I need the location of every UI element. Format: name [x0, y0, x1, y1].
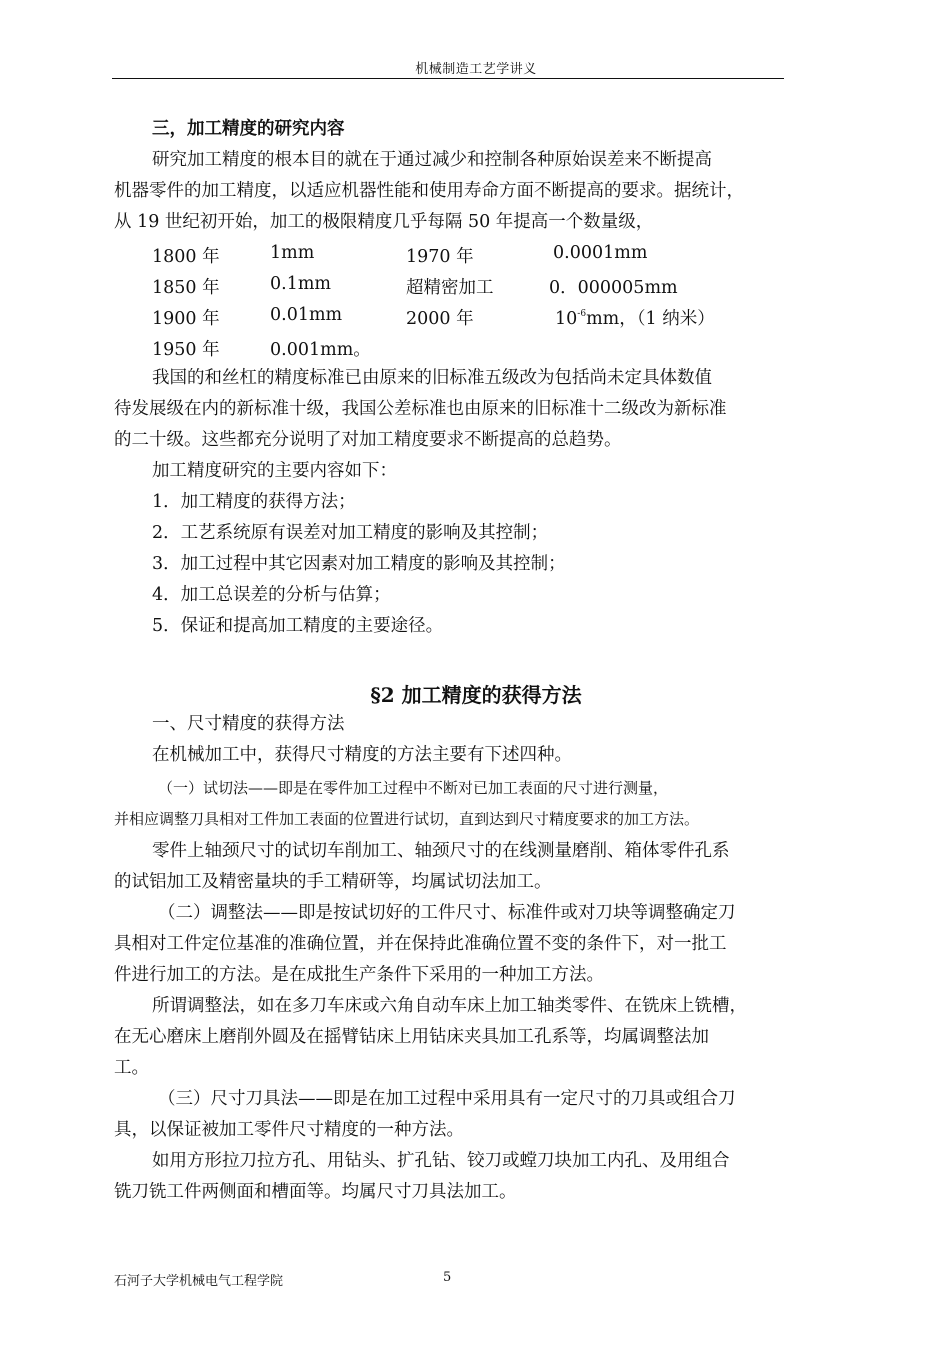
method-line: （三）尺寸刀具法——即是在加工过程中采用具有一定尺寸的刀具或组合刀	[158, 1089, 736, 1109]
paragraph-line: 机器零件的加工精度，以适应机器性能和使用寿命方面不断提高的要求。据统计，	[114, 181, 744, 201]
table-cell-value: 0.0001mm	[553, 243, 648, 263]
table-cell-value: 0.01mm	[270, 305, 343, 325]
method-line: 并相应调整刀具相对工件加工表面的位置进行试切，直到达到尺寸精度要求的加工方法。	[114, 810, 700, 828]
method-line: （二）调整法——即是按试切好的工件尺寸、标准件或对刀块等调整确定刀	[158, 903, 736, 923]
paragraph-line: 所谓调整法，如在多刀车床或六角自动车床上加工轴类零件、在铣床上铣槽，	[152, 996, 747, 1016]
table-cell-year: 1850 年	[152, 278, 220, 298]
table-cell-year: 1800 年	[152, 247, 220, 267]
paragraph-line: 铣刀铣工件两侧面和槽面等。均属尺寸刀具法加工。	[114, 1182, 517, 1202]
paragraph-line: 在机械加工中，获得尺寸精度的方法主要有下述四种。	[152, 745, 572, 765]
header-divider	[112, 78, 784, 79]
section-heading: 三，加工精度的研究内容	[152, 119, 345, 139]
paragraph-line: 如用方形拉刀拉方孔、用钻头、扩孔钻、铰刀或螳刀块加工内孔、及用组合	[152, 1151, 730, 1171]
table-cell-year: 超精密加工	[406, 278, 494, 298]
paragraph-line: 研究加工精度的根本目的就在于通过减少和控制各种原始误差来不断提高	[152, 150, 712, 170]
method-line: 件进行加工的方法。是在成批生产条件下采用的一种加工方法。	[114, 965, 604, 985]
list-item: 5．保证和提高加工精度的主要途径。	[152, 616, 444, 636]
paragraph-line: 工。	[114, 1058, 149, 1078]
paragraph-line: 在无心磨床上磨削外圆及在摇臂钻床上用钻床夹具加工孔系等，均属调整法加	[114, 1027, 709, 1047]
table-cell-year: 1950 年	[152, 340, 220, 360]
paragraph-line: 我国的和丝杠的精度标准已由原来的旧标准五级改为包括尚未定具体数值	[152, 368, 712, 388]
paragraph-line: 待发展级在内的新标准十级，我国公差标准也由原来的旧标准十二级改为新标准	[114, 399, 727, 419]
chapter-title: §2 加工精度的获得方法	[370, 683, 582, 707]
value-base: 10	[555, 309, 578, 329]
value-unit: mm，（1 纳米）	[586, 309, 715, 329]
paragraph-line: 的二十级。这些都充分说明了对加工精度要求不断提高的总趋势。	[114, 430, 622, 450]
list-item: 3．加工过程中其它因素对加工精度的影响及其控制；	[152, 554, 566, 574]
list-item: 2．工艺系统原有误差对加工精度的影响及其控制；	[152, 523, 549, 543]
table-cell-value	[555, 305, 715, 330]
value-exponent: -6	[577, 309, 587, 319]
paragraph-line: 零件上轴颈尺寸的试切车削加工、轴颈尺寸的在线测量磨削、箱体零件孔系	[152, 841, 730, 861]
method-line: 具，以保证被加工零件尺寸精度的一种方法。	[114, 1120, 464, 1140]
table-cell-value: 0．000005mm	[549, 278, 678, 298]
footer-institution: 石河子大学机械电气工程学院	[114, 1274, 284, 1289]
table-cell-year: 1970 年	[406, 247, 474, 267]
list-item: 1．加工精度的获得方法；	[152, 492, 356, 512]
table-cell-value: 0.001mm。	[270, 340, 371, 360]
table-cell-year: 1900 年	[152, 309, 220, 329]
paragraph-line: 从 19 世纪初开始，加工的极限精度几乎每隔 50 年提高一个数量级，	[114, 212, 654, 232]
method-line: 具相对工件定位基准的准确位置，并在保持此准确位置不变的条件下，对一批工	[114, 934, 727, 954]
page-number: 5	[443, 1270, 452, 1285]
list-intro: 加工精度研究的主要内容如下：	[152, 461, 397, 481]
list-item: 4．加工总误差的分析与估算；	[152, 585, 391, 605]
subsection-heading: 一、尺寸精度的获得方法	[152, 714, 345, 734]
table-cell-year: 2000 年	[406, 309, 474, 329]
method-line: （一）试切法——即是在零件加工过程中不断对已加工表面的尺寸进行测量，	[158, 779, 669, 797]
running-header: 机械制造工艺学讲义	[415, 62, 537, 77]
table-cell-value: 0.1mm	[270, 274, 332, 294]
table-cell-value: 1mm	[270, 243, 315, 263]
paragraph-line: 的试铝加工及精密量块的手工精研等，均属试切法加工。	[114, 872, 552, 892]
